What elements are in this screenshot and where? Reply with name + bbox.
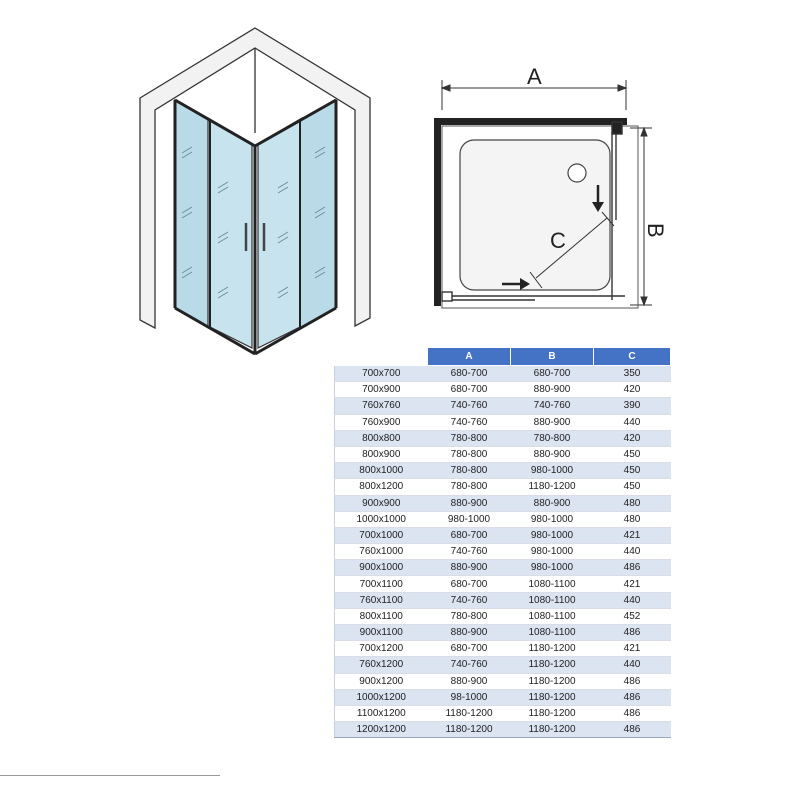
cell-b: 1080-1100 xyxy=(511,625,594,641)
cell-a: 740-760 xyxy=(428,544,511,560)
shower-enclosure-illustration xyxy=(130,18,380,358)
cell-a: 740-760 xyxy=(428,592,511,608)
cell-c: 450 xyxy=(594,446,671,462)
cell-size: 760x760 xyxy=(335,398,428,414)
dimension-table xyxy=(334,347,671,738)
cell-a: 98-1000 xyxy=(428,689,511,705)
header-a: A xyxy=(428,348,511,366)
cell-c: 421 xyxy=(594,641,671,657)
table-row xyxy=(335,576,671,592)
cell-a: 740-760 xyxy=(428,414,511,430)
cell-c: 486 xyxy=(594,625,671,641)
cell-c: 486 xyxy=(594,560,671,576)
cell-c: 450 xyxy=(594,463,671,479)
table-body xyxy=(335,366,671,738)
cell-b: 880-900 xyxy=(511,382,594,398)
cell-c: 421 xyxy=(594,576,671,592)
table-row xyxy=(335,446,671,462)
header-size xyxy=(335,348,428,366)
cell-size: 1100x1200 xyxy=(335,705,428,721)
dimension-c-label: C xyxy=(550,228,566,253)
bottom-door-track xyxy=(442,292,625,301)
table-row xyxy=(335,705,671,721)
table-row xyxy=(335,641,671,657)
cell-size: 800x900 xyxy=(335,446,428,462)
table-row xyxy=(335,511,671,527)
cell-b: 980-1000 xyxy=(511,527,594,543)
cell-size: 700x1100 xyxy=(335,576,428,592)
cell-size: 1000x1000 xyxy=(335,511,428,527)
cell-c: 390 xyxy=(594,398,671,414)
cell-size: 1200x1200 xyxy=(335,722,428,738)
cell-b: 740-760 xyxy=(511,398,594,414)
table-row xyxy=(335,479,671,495)
cell-size: 700x1000 xyxy=(335,527,428,543)
table-row xyxy=(335,495,671,511)
cell-a: 880-900 xyxy=(428,625,511,641)
cell-size: 800x1200 xyxy=(335,479,428,495)
cell-size: 700x700 xyxy=(335,366,428,382)
table-row xyxy=(335,398,671,414)
shower-tray xyxy=(460,140,610,290)
cell-c: 350 xyxy=(594,366,671,382)
cell-c: 440 xyxy=(594,544,671,560)
cell-a: 880-900 xyxy=(428,495,511,511)
plan-view-diagram xyxy=(420,60,668,320)
cell-a: 680-700 xyxy=(428,527,511,543)
cell-c: 440 xyxy=(594,657,671,673)
cell-c: 421 xyxy=(594,527,671,543)
cell-a: 780-800 xyxy=(428,430,511,446)
table-row xyxy=(335,722,671,738)
cell-size: 900x900 xyxy=(335,495,428,511)
table-row xyxy=(335,657,671,673)
cell-size: 760x1000 xyxy=(335,544,428,560)
cell-b: 1180-1200 xyxy=(511,479,594,495)
cell-c: 450 xyxy=(594,479,671,495)
cell-b: 1180-1200 xyxy=(511,689,594,705)
cell-b: 1180-1200 xyxy=(511,722,594,738)
table-row xyxy=(335,673,671,689)
cell-size: 800x1000 xyxy=(335,463,428,479)
cell-size: 800x1100 xyxy=(335,608,428,624)
table-row xyxy=(335,382,671,398)
cell-b: 880-900 xyxy=(511,414,594,430)
cell-a: 780-800 xyxy=(428,608,511,624)
cell-b: 1180-1200 xyxy=(511,673,594,689)
cell-size: 900x1100 xyxy=(335,625,428,641)
cell-c: 420 xyxy=(594,430,671,446)
cell-a: 1180-1200 xyxy=(428,705,511,721)
cell-a: 880-900 xyxy=(428,560,511,576)
table-row xyxy=(335,414,671,430)
cell-c: 440 xyxy=(594,414,671,430)
cell-c: 480 xyxy=(594,511,671,527)
cell-a: 1180-1200 xyxy=(428,722,511,738)
cell-b: 1080-1100 xyxy=(511,608,594,624)
cell-a: 740-760 xyxy=(428,398,511,414)
cell-c: 420 xyxy=(594,382,671,398)
cell-a: 680-700 xyxy=(428,366,511,382)
cell-b: 980-1000 xyxy=(511,560,594,576)
table-row xyxy=(335,608,671,624)
table-row xyxy=(335,592,671,608)
table-row xyxy=(335,366,671,382)
cell-c: 486 xyxy=(594,705,671,721)
header-b: B xyxy=(511,348,594,366)
cell-size: 700x1200 xyxy=(335,641,428,657)
table-row xyxy=(335,430,671,446)
cell-b: 780-800 xyxy=(511,430,594,446)
cell-a: 740-760 xyxy=(428,657,511,673)
cell-b: 1080-1100 xyxy=(511,592,594,608)
cell-a: 880-900 xyxy=(428,673,511,689)
cell-a: 980-1000 xyxy=(428,511,511,527)
table-row xyxy=(335,463,671,479)
cell-b: 1180-1200 xyxy=(511,641,594,657)
cell-b: 680-700 xyxy=(511,366,594,382)
cell-c: 486 xyxy=(594,722,671,738)
cell-b: 1180-1200 xyxy=(511,705,594,721)
table-row xyxy=(335,689,671,705)
cell-a: 780-800 xyxy=(428,446,511,462)
table-header-row xyxy=(335,348,671,366)
cell-a: 780-800 xyxy=(428,479,511,495)
dimension-b-label: B xyxy=(643,223,668,238)
cell-b: 880-900 xyxy=(511,495,594,511)
cell-size: 700x900 xyxy=(335,382,428,398)
cell-b: 980-1000 xyxy=(511,511,594,527)
cell-c: 486 xyxy=(594,689,671,705)
cell-c: 480 xyxy=(594,495,671,511)
cell-a: 680-700 xyxy=(428,576,511,592)
cell-c: 452 xyxy=(594,608,671,624)
cell-size: 1000x1200 xyxy=(335,689,428,705)
cell-size: 760x1100 xyxy=(335,592,428,608)
cell-size: 900x1200 xyxy=(335,673,428,689)
cell-size: 760x1200 xyxy=(335,657,428,673)
header-c: C xyxy=(594,348,671,366)
table-row xyxy=(335,544,671,560)
cell-size: 900x1000 xyxy=(335,560,428,576)
table-row xyxy=(335,560,671,576)
cell-b: 980-1000 xyxy=(511,544,594,560)
cell-a: 780-800 xyxy=(428,463,511,479)
drain-icon xyxy=(568,164,586,182)
cell-b: 1080-1100 xyxy=(511,576,594,592)
cell-c: 486 xyxy=(594,673,671,689)
cell-b: 980-1000 xyxy=(511,463,594,479)
cell-size: 800x800 xyxy=(335,430,428,446)
right-door-track xyxy=(612,122,622,300)
cell-a: 680-700 xyxy=(428,382,511,398)
cell-c: 440 xyxy=(594,592,671,608)
divider xyxy=(0,775,220,776)
dimension-b-line xyxy=(630,128,652,305)
cell-size: 760x900 xyxy=(335,414,428,430)
table-row xyxy=(335,527,671,543)
table-row xyxy=(335,625,671,641)
cell-b: 880-900 xyxy=(511,446,594,462)
cell-a: 680-700 xyxy=(428,641,511,657)
dimension-a-label: A xyxy=(527,64,542,89)
cell-b: 1180-1200 xyxy=(511,657,594,673)
